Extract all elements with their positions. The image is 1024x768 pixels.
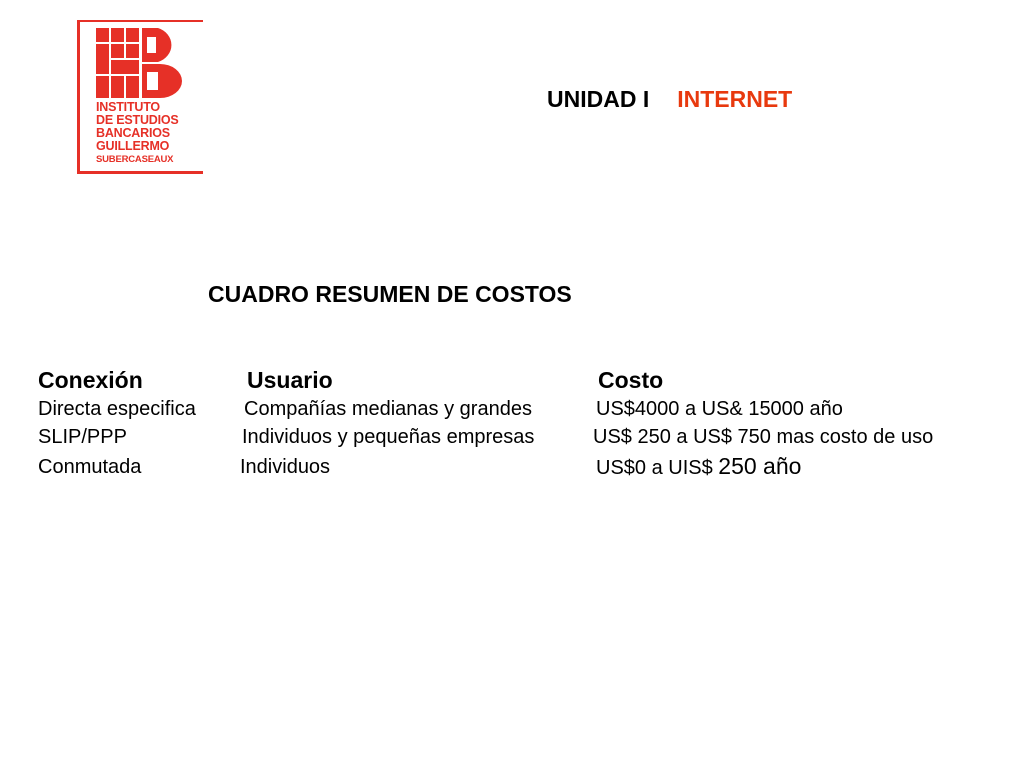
unit-title — [547, 86, 792, 113]
row-3-costo-suffix: 250 año — [718, 453, 802, 479]
logo-line-de-estudios: DE ESTUDIOS — [96, 113, 179, 127]
row-1-costo: US$4000 a US& 15000 año — [596, 398, 843, 420]
row-3-costo-prefix: US$0 a UIS$ — [596, 457, 713, 479]
logo-frame-left — [77, 20, 80, 174]
logo-line-guillermo: GUILLERMO — [96, 139, 170, 153]
logo-frame-bottom — [77, 171, 203, 174]
row-1-conexion: Directa especifica — [38, 398, 196, 420]
row-3-usuario: Individuos — [240, 456, 331, 478]
column-header-costo: Costo — [598, 367, 664, 393]
logo-text — [96, 101, 196, 166]
logo-frame-top — [77, 20, 203, 22]
row-1-usuario: Compañías medianas y grandes — [244, 398, 532, 420]
unit-topic: INTERNET — [677, 86, 793, 112]
row-2-usuario: Individuos y pequeñas empresas — [242, 426, 535, 448]
row-2-costo: US$ 250 a US$ 750 mas costo de uso — [593, 426, 934, 448]
column-header-usuario: Usuario — [247, 367, 333, 393]
row-3-costo — [596, 453, 801, 480]
logo-line-subercaseaux: SUBERCASEAUX — [96, 154, 174, 165]
institute-logo — [77, 20, 203, 174]
column-header-conexion: Conexión — [38, 367, 143, 393]
logo-line-instituto: INSTITUTO — [96, 100, 160, 114]
cost-table-title: CUADRO RESUMEN DE COSTOS — [208, 281, 572, 307]
row-2-conexion: SLIP/PPP — [38, 426, 127, 448]
row-3-conexion: Conmutada — [38, 456, 142, 478]
logo-mark-icon — [96, 28, 182, 98]
logo-line-bancarios: BANCARIOS — [96, 126, 170, 140]
unit-label: UNIDAD I — [547, 86, 650, 112]
